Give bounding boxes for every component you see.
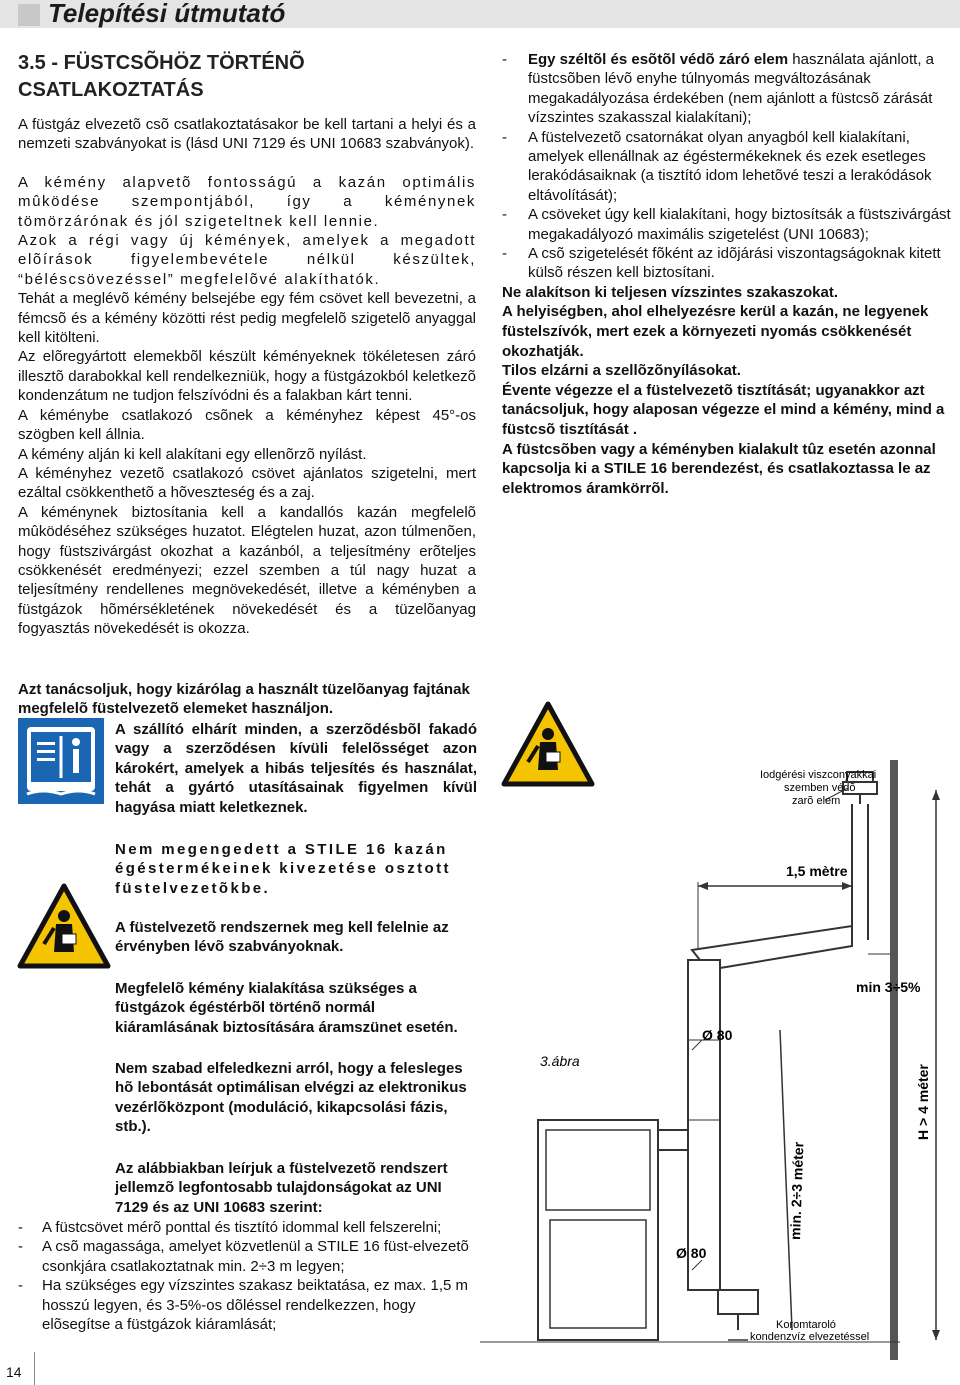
chimney-diagram bbox=[480, 700, 960, 1360]
bold-phrase: Egy széltõl és esõtõl védõ záró elem bbox=[528, 51, 789, 68]
paragraph: A kéményhez vezetõ csatlakozó csövet ajánlatos szigetelni, mert ezáltal csökkenthetõ a hõveszteség és a zaj. bbox=[18, 464, 476, 502]
list-text: használata ajánlott, a füstcsõben lévõ enyhe túlnyomás megváltozásának megakadályozása érdekében (nem ajánlott a füstcsõ zárását vízszintes szakasszal kialakítani); bbox=[528, 51, 935, 127]
bold-note: Tilos elzárni a szellõzõnyílásokat. bbox=[502, 362, 741, 380]
list-item: - A füstelvezetõ csatornákat olyan anyagból kell kialakítani, amelyek ellenállnak az égéstermékeknek és ezek esetleges lerakódásaiknak (a tisztító idom lehetõvé teszi a lerakódások eltávolítását); bbox=[502, 128, 960, 206]
warning-intro: Azt tanácsoljuk, hogy kizárólag a használt tüzelõanyag fajtának megfelelõ füstelvezetõ elemeket használjon. bbox=[18, 681, 470, 718]
list-text: Ha szükséges egy vízszintes szakasz beiktatása, ez max. 1,5 m hosszú legyen, és 3-5%-os dõléssel rendelkezzen, hogy elõsegítse a füstgázok kiáramlását; bbox=[42, 1277, 469, 1334]
soot-collector bbox=[718, 1290, 758, 1314]
flue-pipe bbox=[688, 960, 720, 1290]
bold-note: A füstcsõben vagy a kéményben kialakult tûz esetén azonnal kapcsolja ki a STILE 16 berendezést, és csatlakoztassa le az elektromos áramkörrõl. bbox=[502, 440, 936, 497]
bold-note: Évente végezze el a füstelvezetõ tisztítását; ugyanakkor azt tanácsoljuk, hogy alaposan végezze el mind a kémény, mind a füstcsõ tisztítását . bbox=[502, 381, 945, 439]
list-text: A csõ szigetelését fõként az idõjárási viszontagságoknak kitett külsõ részen kell biztosítani. bbox=[528, 245, 941, 282]
paragraph: Az elõregyártott elemekbõl készült kéményeknek tökéletesen záró illesztõ darabokkal kell rendelkezniük, hogy a füstgázokból keletkezõ kondenzátum ne tudjon felszívódni és a falakban kárt tenni. bbox=[18, 348, 476, 405]
section-title: 3.5 - FÜSTCSÕHÖZ TÖRTÉNÕ CSATLAKOZTATÁS bbox=[18, 52, 305, 101]
list-text: A csöveket úgy kell kialakítani, hogy biztosítsák a füstszivárgást megakadályozó maximális szigetelést (UNI 10683); bbox=[528, 206, 951, 243]
slope-label: min 3÷5% bbox=[856, 979, 921, 995]
left-column bbox=[18, 115, 476, 639]
bold-note: Ne alakítson ki teljesen vízszintes szakaszokat. bbox=[502, 283, 838, 301]
cap-label: szemben védõ bbox=[784, 782, 856, 794]
list-text: A füstelvezetõ csatornákat olyan anyagból kell kialakítani, amelyek ellenállnak az égéstermékeknek és ezek esetleges lerakódásaiknak (a tisztító idom lehetõvé teszi a lerakódások eltávolítását); bbox=[528, 128, 932, 204]
diameter-label: Ø 80 bbox=[676, 1245, 707, 1261]
paragraph: A kémény alján ki kell alakítani egy ellenõrzõ nyílást. bbox=[18, 445, 367, 463]
requirements-list bbox=[18, 1218, 478, 1334]
list-item: - A csöveket úgy kell kialakítani, hogy biztosítsák a füstszivárgást megakadályozó maximális szigetelést (UNI 10683); bbox=[502, 205, 960, 244]
list-item: - A csõ magassága, amelyet közvetlenül a STILE 16 füst-elvezetõ csonkjára csatlakoztatnak min. 2÷3 m legyen; bbox=[18, 1237, 478, 1276]
bold-note: A helyiségben, ahol elhelyezésre kerül a kazán, ne legyenek füstelszívók, mert ezek a környezeti nyomás csökkenését okozhatják. bbox=[502, 303, 929, 360]
list-item: - Egy széltõl és esõtõl védõ záró elem használata ajánlott, a füstcsõben lévõ enyhe túlnyomás megváltozásának megakadályozása érdekében (nem ajánlott a füstcsõ zárását vízszintes szakasszal kialakítani); bbox=[502, 51, 935, 127]
list-item: - A füstcsövet mérõ ponttal és tisztító idommal kell felszerelni; bbox=[18, 1218, 478, 1237]
list-item: - A csõ szigetelését fõként az idõjárási viszontagságoknak kitett külsõ részen kell biztosítani. bbox=[502, 244, 960, 283]
paragraph: A kéménynek biztosítania kell a kandallós kazán megfelelõ mûködéséhez szükséges huzatot. Elégtelen huzat, azon túlmenõen, hogy füstszivárgást okozhat a kazánból, a teljesítmény erõteljes csökkenését eredményezi; ezzel szemben a túl nagy huzat a teljesítmény rendellenes megnövekedését, illetve a kéményben a füstgázok hõmérsékletének növekedését és a tüzelõanyag fogyasztás növekedését is okozza. bbox=[18, 503, 476, 638]
manual-info-icon bbox=[18, 718, 104, 804]
header-square bbox=[18, 4, 40, 26]
paragraph: A kéménybe csatlakozó csõnek a kéményhez képest 45°-os szögben kell állnia. bbox=[18, 406, 476, 444]
right-column bbox=[502, 50, 960, 498]
cap-label: zarõ elem bbox=[792, 795, 841, 807]
paragraph: A kémény alapvetõ fontosságú a kazán optimális mûködése szempontjából, így a kéménynek tömörzárónak és jól szigeteltnek kell lennie. bbox=[18, 173, 476, 230]
figure-caption: 3.ábra bbox=[540, 1053, 580, 1069]
bottom-label: kondenzvíz elvezetéssel bbox=[750, 1331, 870, 1343]
list-item: - Ha szükséges egy vízszintes szakasz beiktatása, ez max. 1,5 m hosszú legyen, és 3-5%-os dõléssel rendelkezzen, hogy elõsegítse a füstgázok kiáramlását; bbox=[18, 1276, 478, 1334]
diameter-label: Ø 80 bbox=[702, 1027, 733, 1043]
warning-text: Nem megengedett a STILE 16 kazán égéstermékeinek kivezetése osztott füstelvezetõkbe. bbox=[115, 841, 451, 897]
warning-text: A szállító elhárít minden, a szerzõdésbõl fakadó vagy a szerzõdésen kívüli felelõsséget azon károkért, amelyek a hibás teljesítés és használat, tehát a gyártó utasításainak figyelmen kívül hagyása miatt keletkeznek. bbox=[115, 721, 477, 816]
page-title: Telepítési útmutató bbox=[48, 0, 286, 28]
bottom-label: Koromtaroló bbox=[776, 1319, 836, 1331]
warning-text: Az alábbiakban leírjuk a füstelvezetõ rendszert jellemzõ legfontosabb tulajdonságokat az UNI 7129 és az UNI 10683 szerint: bbox=[115, 1160, 448, 1216]
paragraph: Tehát a meglévõ kémény belsejébe egy fém csövet kell bevezetni, a fémcsõ és a kémény közötti rést pedig megfelelõ szigetelõ anyaggal kell kitölteni. bbox=[18, 290, 476, 347]
page-number: 14 bbox=[6, 1364, 22, 1380]
list-text: A füstcsövet mérõ ponttal és tisztító idommal kell felszerelni; bbox=[42, 1219, 442, 1236]
dimension-label: 1,5 mètre bbox=[786, 863, 848, 879]
cap-label: Iodgérési viszconyakkai bbox=[760, 769, 877, 781]
paragraph: Azok a régi vagy új kémények, amelyek a megadott elõírások figyelembevétele nélkül készültek, “béléscsövezéssel” megfelelõvé alakíthatók. bbox=[18, 232, 476, 288]
min-height-label: min. 2÷3 méter bbox=[787, 1141, 807, 1241]
paragraph: A füstgáz elvezetõ csõ csatlakoztatásakor be kell tartani a helyi és a nemzeti szabványokat is (lásd UNI 7129 és UNI 10683 szabványok). bbox=[18, 116, 476, 153]
stove-body bbox=[538, 1120, 658, 1340]
warning-text: Nem szabad elfeledkezni arról, hogy a felesleges hõ lebontását optimálisan elvégzi az elektronikus vezérlõközpont (moduláció, kikapcsolási fázis, stb.). bbox=[115, 1060, 467, 1136]
height-label: H > 4 méter bbox=[915, 1064, 931, 1140]
page-divider bbox=[34, 1352, 35, 1385]
warning-triangle-icon bbox=[16, 882, 112, 970]
wall bbox=[890, 760, 898, 1360]
list-text: A csõ magassága, amelyet közvetlenül a STILE 16 füst-elvezetõ csonkjára csatlakoztatnak min. 2÷3 m legyen; bbox=[42, 1238, 469, 1275]
warning-text: Megfelelõ kémény kialakítása szükséges a füstgázok égéstérbõl történõ normál kiáramlásának biztosítására áramszünet esetén. bbox=[115, 980, 458, 1036]
warning-text: A füstelvezetõ rendszernek meg kell felelnie az érvényben lévõ szabványoknak. bbox=[115, 919, 449, 956]
